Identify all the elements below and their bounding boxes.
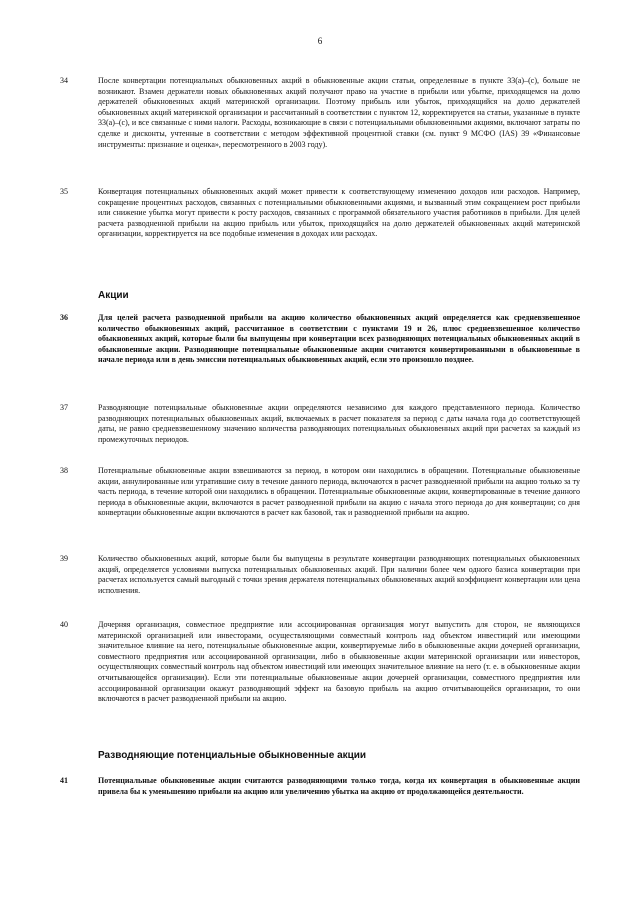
paragraph-35 <box>60 187 580 240</box>
paragraph-text: Дочерняя организация, совместное предприятие или ассоциированная организация могут выпустить для сторон, не являющихся материнской организацией или инвесторами, осуществляющими совместный контроль над объектом инвестиций или имеющими значительное влияние на него, потенциальные обыкновенные акции, конвертируемые либо в обыкновенные акции дочерней организации, совместного предприятия или ассоциированной организации, либо в обыкновенные акции материнской организации или инвесторов, осуществляющих совместный контроль над объектом инвестиций или имеющих значительное влияние на него (т. е. в обыкновенные акции отчитывающейся организации). Если эти потенциальные обыкновенные акции дочерней организации, совместного предприятия или ассоциированной организации окажут разводняющий эффект на базовую прибыль на акцию отчитывающейся организации, то они включаются в расчет разводненной прибыли на акцию. <box>98 620 580 704</box>
paragraph-number: 34 <box>60 76 68 85</box>
paragraph-text: Потенциальные обыкновенные акции взвешиваются за период, в котором они находились в обращении. Потенциальные обыкновенные акции, аннулированные или утратившие силу в течение данного периода, включаются в расчет разводненной прибыли на акцию только за ту часть периода, в течение которой они находились в обращении. Потенциальные обыкновенные акции, конвертированные в течение данного периода в обыкновенные акции, включаются в расчет разводненной прибыли на акцию с начала этого периода до дня конвертации; со дня конвертации обыкновенные акции включаются в расчет как базовой, так и разводненной прибыли на акцию. <box>98 466 580 518</box>
section-heading-shares: Акции <box>98 290 129 301</box>
paragraph-number: 35 <box>60 187 68 196</box>
paragraph-40 <box>60 620 580 705</box>
paragraph-text: Количество обыкновенных акций, которые были бы выпущены в результате конвертации разводняющих потенциальных обыкновенных акций, определяется условиями выпуска потенциальных обыкновенных акций. При наличии более чем одного базиса конвертации при расчетах используется самый выгодный с точки зрения держателя потенциальных обыкновенных акций коэффициент конвертации или цена исполнения. <box>98 554 580 595</box>
paragraph-number: 36 <box>60 313 68 322</box>
paragraph-number: 41 <box>60 776 68 785</box>
paragraph-number: 40 <box>60 620 68 629</box>
paragraph-41 <box>60 776 580 797</box>
paragraph-number: 39 <box>60 554 68 563</box>
paragraph-34 <box>60 76 580 150</box>
paragraph-number: 38 <box>60 466 68 475</box>
paragraph-text: После конвертации потенциальных обыкновенных акций в обыкновенные акции статьи, определенные в пункте 33(a)–(c), больше не возникают. Взамен держатели новых обыкновенных акций получают право на участие в прибыли или убытке, приходящемся на долю держателей обыкновенных акций материнской организации. Поэтому прибыль или убыток, приходящийся на долю держателей обыкновенных акций материнской организации и рассчитанный в соответствии с пунктом 12, корректируется на статьи, указанные в пункте 33(a)–(c), и все связанные с ними налоги. Расходы, возникающие в связи с потенциальными обыкновенными акциями, включают затраты по сделке и дисконты, учтенные в соответствии с методом эффективной процентной ставки (см. пункт 9 МСФО (IAS) 39 «Финансовые инструменты: признание и оценка», пересмотренного в 2003 году). <box>98 76 580 149</box>
paragraph-38 <box>60 466 580 519</box>
paragraph-text: Конвертация потенциальных обыкновенных акций может привести к соответствующему изменению доходов или расходов. Например, сокращение процентных расходов, связанных с потенциальными обыкновенными акциями, и вызванный этим сокращением рост прибыли или снижение убытка могут привести к росту расходов, связанных с программой обязательного участия работников в прибыли. Для целей расчета разводненной прибыли на акцию прибыль или убыток, приходящийся на долю держателей обыкновенных акций материнской организации, корректируется на все подобные изменения в доходах или расходах. <box>98 187 580 239</box>
paragraph-39 <box>60 554 580 596</box>
paragraph-37 <box>60 403 580 445</box>
paragraph-text: Потенциальные обыкновенные акции считаются разводняющими только тогда, когда их конвертация в обыкновенные акции привела бы к уменьшению прибыли на акцию или увеличению убытка на акцию от продолжающейся деятельности. <box>98 776 580 796</box>
paragraph-text: Разводняющие потенциальные обыкновенные акции определяются независимо для каждого представленного периода. Количество разводняющих потенциальных обыкновенных акций, включаемых в расчет показателя за период с даты начала года до соответствующей даты, не равно средневзвешенному значению количества разводняющих потенциальных обыкновенных акций при расчетах за каждый из промежуточных периодов. <box>98 403 580 444</box>
paragraph-number: 37 <box>60 403 68 412</box>
section-heading-dilutive: Разводняющие потенциальные обыкновенные акции <box>98 750 367 761</box>
paragraph-36 <box>60 313 580 366</box>
page-number: 6 <box>317 36 323 46</box>
paragraph-text: Для целей расчета разводненной прибыли на акцию количество обыкновенных акций определяется как средневзвешенное количество обыкновенных акций, рассчитанное в соответствии с пунктами 19 и 26, плюс средневзвешенное количество обыкновенных акций, которые были бы выпущены при конвертации всех разводняющих потенциальных обыкновенных акций в обыкновенные акции. Разводняющие потенциальные обыкновенные акции считаются конвертированными в обыкновенные в начале периода или в день эмиссии потенциальных обыкновенных акций, если это произошло позднее. <box>98 313 580 365</box>
